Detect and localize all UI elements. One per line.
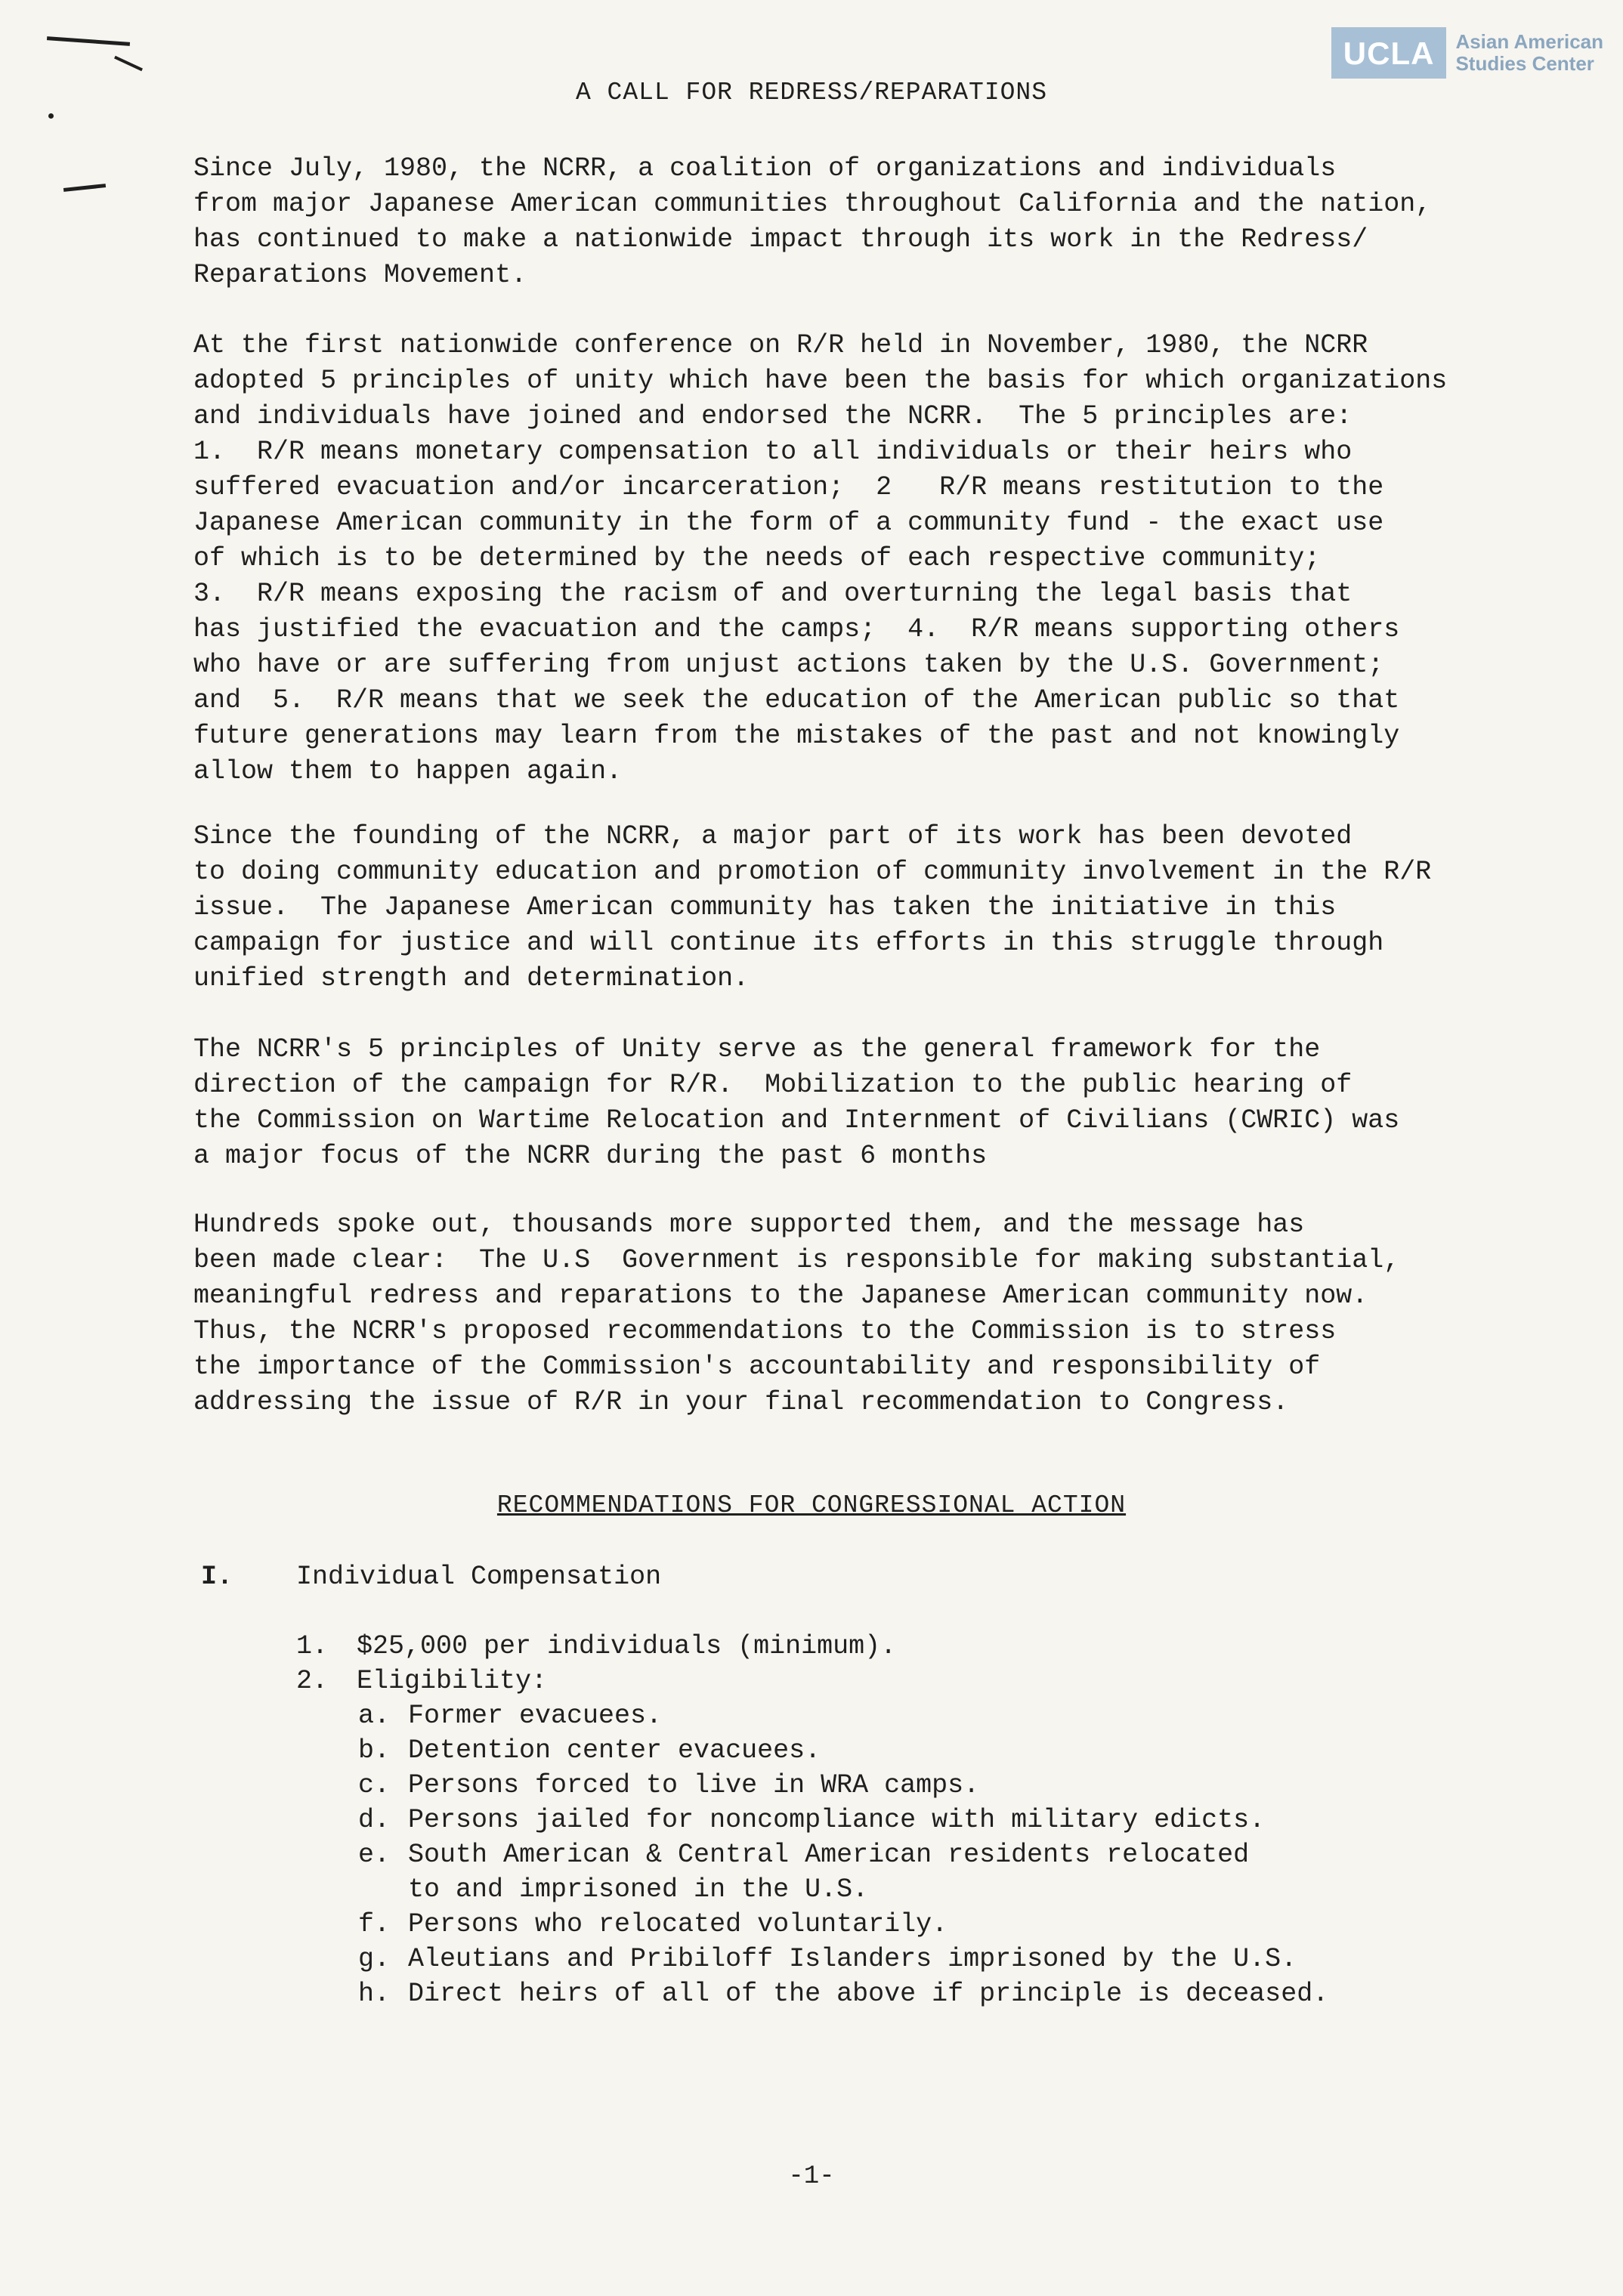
document-title: A CALL FOR REDRESS/REPARATIONS — [575, 79, 1048, 107]
section-title: Individual Compensation — [296, 1562, 662, 1592]
eligibility-item-c — [358, 1768, 1392, 1803]
eligibility-item-e — [358, 1837, 1392, 1907]
paragraph-2: At the first nationwide conference on R/R held in November, 1980, the NCRR adopted 5 principles of unity which have been the basis for which organizations and individuals have joined and endorsed the NCRR. The 5 principles are: 1. R/R means monetary compensation to all individuals or their heirs who suffered evacuation and/or incarceration; 2 R/R means restitution to the Japanese American community in the form of a community fund - the exact use of which is to be determined by the needs of each respective community; 3. R/R means exposing the racism of and overturning the legal basis that has justified the evacuation and the camps; 4. R/R means supporting others who have or are suffering from unjust actions taken by the U.S. Government; and 5. R/R means that we seek the education of the American public so that future generations may learn from the mistakes of the past and not knowingly allow them to happen again. — [193, 330, 1448, 786]
item-letter: g. — [358, 1944, 391, 1974]
compensation-items — [296, 1629, 1392, 2011]
item-text: Persons jailed for noncompliance with military edicts. — [408, 1805, 1266, 1835]
eligibility-item-f — [358, 1907, 1392, 1942]
ucla-logo-mark: UCLA — [1331, 27, 1447, 79]
dot-left — [48, 113, 54, 119]
logo-line-2: Studies Center — [1455, 52, 1594, 75]
paragraph-3: Since the founding of the NCRR, a major part of its work has been devoted to doing community education and promotion of community involvement in the R/R issue. The Japanese American community has taken the initiative in this campaign for justice and will continue its efforts in this struggle through unified strength and determination. — [193, 821, 1432, 993]
eligibility-item-d — [358, 1803, 1392, 1837]
punch-mark-top-left — [47, 36, 130, 46]
item-letter: b. — [358, 1735, 391, 1766]
ucla-asian-american-studies-center-logo — [1331, 27, 1603, 79]
item-letter: h. — [358, 1979, 391, 2009]
item-letter: d. — [358, 1805, 391, 1835]
paragraph-4: The NCRR's 5 principles of Unity serve as the general framework for the direction of the campaign for R/R. Mobilization to the public hearing of the Commission on Wartime Relocation and Internment of Civilians (CWRIC) was a major focus of the NCRR during the past 6 months — [193, 1034, 1400, 1171]
item-number: 2. — [296, 1666, 329, 1696]
item-number: 1. — [296, 1631, 329, 1661]
item-text: Aleutians and Pribiloff Islanders imprisoned by the U.S. — [408, 1944, 1297, 1974]
section-label: I. — [201, 1562, 233, 1592]
item-text: Persons who relocated voluntarily. — [408, 1909, 948, 1939]
item-text: Former evacuees. — [408, 1701, 663, 1731]
item-text: Persons forced to live in WRA camps. — [408, 1770, 980, 1800]
eligibility-list — [358, 1698, 1392, 2011]
item-letter: e. — [358, 1840, 391, 1870]
item-letter: a. — [358, 1701, 391, 1731]
item-text: Eligibility: — [357, 1666, 548, 1696]
eligibility-item-b — [358, 1733, 1392, 1768]
recommendations-heading: RECOMMENDATIONS FOR CONGRESSIONAL ACTION — [496, 1491, 1127, 1519]
item-text: Direct heirs of all of the above if principle is deceased. — [408, 1979, 1329, 2009]
logo-caption — [1455, 31, 1603, 74]
eligibility-item-g — [358, 1942, 1392, 1976]
logo-line-1: Asian American — [1455, 30, 1603, 54]
item-text: $25,000 per individuals (minimum). — [357, 1631, 897, 1661]
punch-mark-top-left-2 — [114, 56, 143, 72]
page-number: -1- — [788, 2162, 835, 2191]
eligibility-item-a — [358, 1698, 1392, 1733]
item-text: Detention center evacuees. — [408, 1735, 821, 1766]
item-letter: f. — [358, 1909, 391, 1939]
paragraph-1: Since July, 1980, the NCRR, a coalition of organizations and individuals from major Japanese American communities throughout California and the nation, has continued to make a nationwide impact through its work in the Redress/ Reparations Movement. — [193, 153, 1432, 290]
compensation-item-eligibility — [296, 1664, 1392, 1698]
item-text: South American & Central American residents relocated to and imprisoned in the U.S. — [408, 1840, 1250, 1905]
compensation-item-amount — [296, 1629, 1392, 1664]
punch-mark-left — [63, 184, 106, 192]
eligibility-item-h — [358, 1976, 1392, 2011]
item-letter: c. — [358, 1770, 391, 1800]
paragraph-5: Hundreds spoke out, thousands more supported them, and the message has been made clear: The U.S Government is responsible for making substantial, meaningful redress and reparations to the Japanese American community now. Thus, the NCRR's proposed recommendations to the Commission is to stress the importance of the Commission's accountability and responsibility of addressing the issue of R/R in your final recommendation to Congress. — [193, 1210, 1400, 1417]
